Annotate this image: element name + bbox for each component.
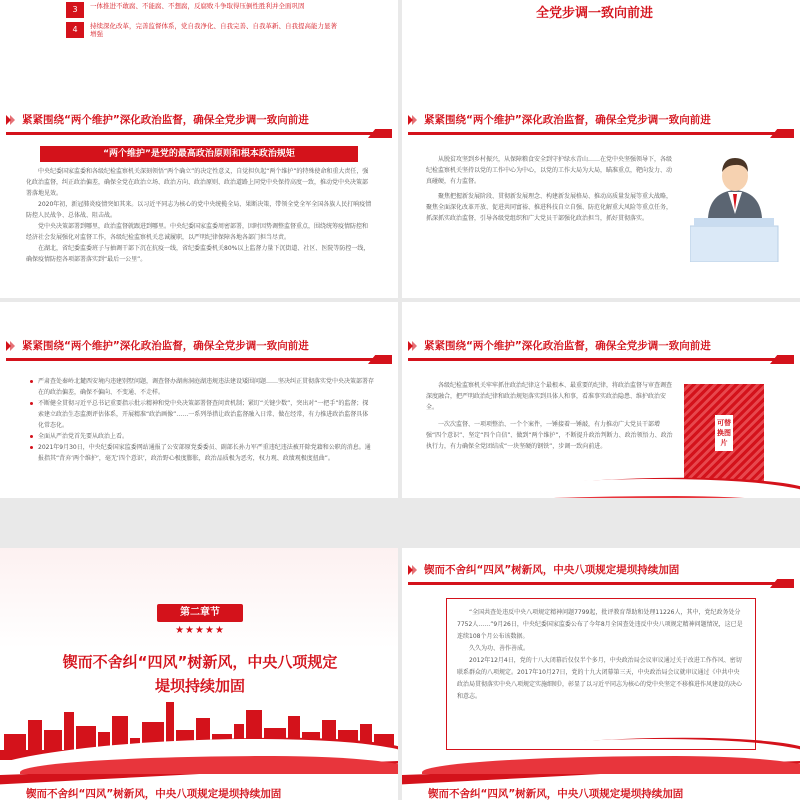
list-item	[66, 22, 340, 38]
arrow-icon	[408, 563, 418, 575]
list-item: 严肃查处秦岭北麓西安境内违建别墅问题，调查督办湖南洞庭湖违规违法建设矮围问题……坚决纠正贯彻落实党中央决策部署存在的政治偏差，确保不偏向、不变通、不走样。	[30, 376, 374, 398]
section-title: 紧紧围绕“两个维护”深化政治监督，确保全党步调一致向前进	[22, 113, 309, 126]
section-header	[402, 558, 800, 580]
arrow-icon	[408, 339, 418, 351]
paragraph: 一次次监督、一项项整治、一个个案件，一锤接着一锤敲，有力推动广大党员干部增强“四个意识”、坚定“四个自信”、做到“两个维护”，不断提升政治判断力、政治领悟力、政治执行力，有力确保全党团结成“一块坚硬的钢铁”，步调一致向前进。	[426, 421, 673, 450]
businessman-illustration	[690, 152, 780, 262]
footer-wave	[402, 474, 800, 498]
footer-wave	[0, 734, 398, 774]
cut-off-header	[402, 786, 800, 800]
section-header	[402, 334, 800, 356]
content	[426, 154, 676, 224]
arrow-icon	[408, 113, 418, 125]
paragraph: 2020年初，新冠肺炎疫情突如其来。以习近平同志为核心的党中央统揽全局、果断决策，带领全党全军全国各族人民打响疫情防控人民战争、总体战、阻击战。	[26, 201, 372, 219]
chapter-title	[0, 650, 400, 698]
slide-6[interactable]	[402, 302, 800, 498]
section-title: 锲而不舍纠“四风”树新风，中央八项规定堤坝持续加固	[26, 788, 282, 800]
quote-box	[446, 598, 756, 750]
item-number: 3	[66, 2, 84, 18]
arrow-icon	[6, 339, 16, 351]
paragraph: 聚焦把握新发展阶段、贯彻新发展理念、构建新发展格局、推动高质量发展等重大战略，聚焦全面深化改革开放、促进共同富裕、推进科技自立自强、防范化解重大风险等重点任务，抓深抓实政治监督，引导各级党组织和广大党员干部强化政治担当，抓好贯彻落实。	[426, 193, 673, 222]
arrow-icon	[6, 113, 16, 125]
paragraph: 党中央决策部署到哪里，政治监督就跟进到哪里。中央纪委国家监委周密部署，因时因势调整监督重点，围绕统筹疫情防控和经济社会发展强化对监督工作，各级纪检监察机关忠诚履职，以严明纪律保障各地各部门担当尽责。	[26, 223, 369, 241]
paragraph: 在湖北，省纪委监委班子与抽调干部下沉在抗疫一线，省纪委监委机关80%以上监督力量下沉街道、社区、医院等防控一线，确保疫情防控各项部署落实到“最后一公里”。	[26, 245, 370, 263]
list-item: 2021年9月30日，中央纪委国家监委网站通报了公安部原党委委员、副部长孙力军严重违纪违法被开除党籍和公职的消息。通报指其“背弃‘两个维护’，毫无‘四个意识’，政治野心极度膨胀，政治品质极为恶劣，权力观、政绩观极度扭曲”。	[30, 442, 374, 464]
section-title: 锲而不舍纠“四风”树新风，中央八项规定堤坝持续加固	[424, 563, 680, 576]
stars-icon: ★★★★★	[175, 625, 225, 636]
section-title: 紧紧围绕“两个维护”深化政治监督，确保全党步调一致向前进	[424, 339, 711, 352]
content	[26, 166, 372, 265]
list-item: 不断健全贯彻习近平总书记重要指示批示精神和党中央决策部署督查问责机制；紧盯“关键少数”，突出对“一把手”的监督；探索建立政治生态监测评估体系，开展精准“政治画像”……一系列举措让政治监督融入日常、做在经常，有力推进政治监督具体化常态化。	[30, 398, 374, 431]
list-item: 全面从严治党首先要从政治上看。	[30, 431, 374, 442]
section-divider	[408, 358, 794, 361]
section-divider	[6, 358, 392, 361]
paragraph: 各级纪检监察机关牢牢抓住政治纪律这个最根本、最重要的纪律，将政治监督与审查调查深度融合，把严明政治纪律和政治规矩落实到具体人和事，看准事实政治隐患、维护政治安全。	[426, 382, 673, 411]
paragraph: 从脱贫攻坚到乡村振兴，从保障粮食安全到守护绿水青山……在党中央坚强领导下，各级纪检监察机关坚持以党的工作中心为中心，以党的工作大局为大局，瞄准重点，靶向发力、动真碰硬，有力监督。	[426, 156, 673, 185]
section-title: 紧紧围绕“两个维护”深化政治监督，确保全党步调一致向前进	[424, 113, 711, 126]
chapter-title-line: 锲而不舍纠“四风”树新风，中央八项规定	[62, 653, 338, 671]
section-header	[0, 334, 398, 356]
item-text: 一体推进不敢腐、不能腐、不想腐，反腐败斗争取得压倒性胜利并全面巩固	[90, 2, 305, 10]
placeholder-label: 可替换图片	[715, 415, 733, 451]
section-header	[0, 108, 398, 130]
item-number: 4	[66, 22, 84, 38]
paragraph: “全国共查处违反中央八项规定精神问题7799起，批评教育帮助和处理11226人，其中，党纪政务处分7752人……”9月26日，中央纪委国家监委公布了今年8月全国查处违反中央八项规定精神问题情况，这已是连续108个月公布该数据。	[457, 609, 743, 640]
content	[426, 380, 674, 452]
paragraph: 中央纪委国家监委和各级纪检监察机关深刻领悟“两个确立”的决定性意义，自觉担负起“两个维护”的特殊使命和重大责任，强化政治监督，纠正政治偏差，确保全党在政治立场、政治方向、政治原则、政治道路上同党中央保持高度一致，推动党中央决策部署落地见效。	[26, 168, 369, 197]
chapter-title-line: 堤坝持续加固	[154, 677, 245, 695]
section-divider	[408, 132, 794, 135]
item-text: 持续深化改革，完善监督体系，党自我净化、自我完善、自我革新、自我提高能力显著增强	[90, 22, 337, 38]
paragraph: 2012年12月4日，党的十八大闭幕后仅仅半个多月，中央政治局会议审议通过关于改进工作作风、密切联系群众的八项规定。2017年10月27日，党的十九大闭幕第三天，中央政治局会议就审议通过《中共中央政治局贯彻落实中央八项规定实施细则》，彰显了以习近平同志为核心的党中央坚定不移推进作风建设的决心和意志。	[457, 657, 743, 700]
chapter-badge: 第二章节	[157, 604, 243, 622]
section-divider	[408, 582, 794, 585]
section-title: 锲而不舍纠“四风”树新风，中央八项规定堤坝持续加固	[428, 788, 684, 800]
slide-4[interactable]	[402, 102, 800, 298]
bullet-list	[30, 376, 374, 464]
image-placeholder[interactable]	[684, 384, 764, 482]
slide-5[interactable]	[0, 302, 398, 498]
cut-off-header	[0, 786, 398, 800]
title-bar: “两个维护”是党的最高政治原则和根本政治规矩	[40, 146, 358, 162]
slide-3[interactable]	[0, 102, 398, 298]
section-divider	[6, 132, 392, 135]
list-item	[66, 2, 340, 18]
section-title: 紧紧围绕“两个维护”深化政治监督，确保全党步调一致向前进	[22, 339, 309, 352]
slide-heading: 全党步调一致向前进	[536, 6, 654, 21]
paragraph: 久久为功、善作善成。	[469, 645, 530, 652]
section-header	[402, 108, 800, 130]
